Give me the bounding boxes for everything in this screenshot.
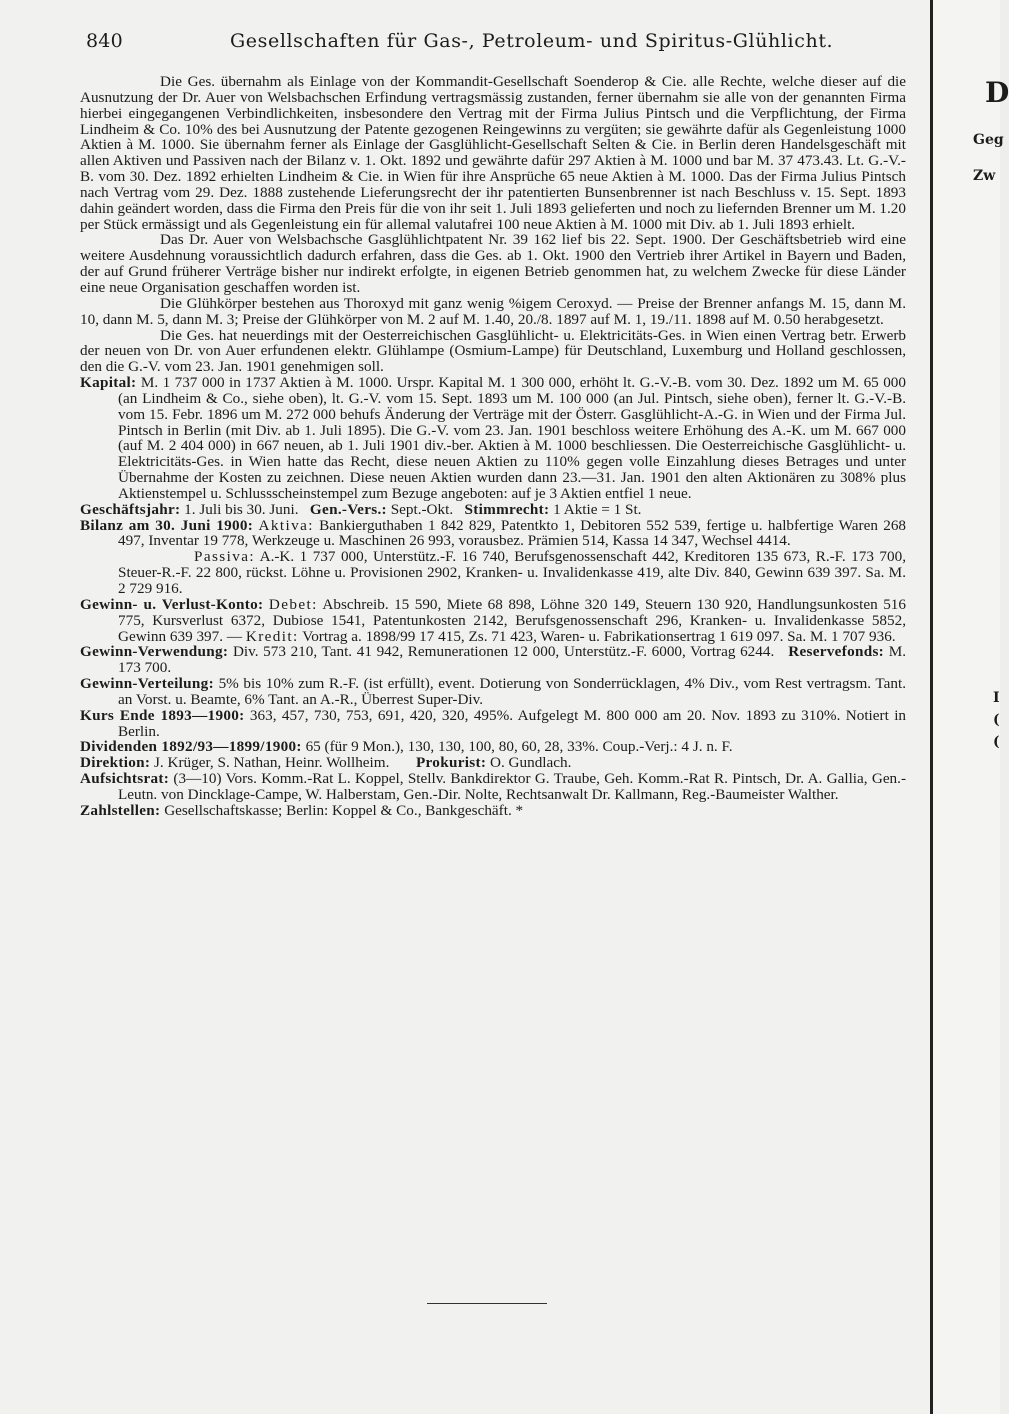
verteilung-section: [80, 676, 906, 708]
genvers-text: Sept.-Okt.: [390, 500, 454, 518]
verwendung-text: Div. 573 210, Tant. 41 942, Remunerationen 12 000, Unterstütz.-F. 6000, Vortrag 6244.: [232, 643, 775, 661]
stimmrecht-label: Stimmrecht:: [464, 500, 550, 518]
reservefonds-label: Reservefonds:: [788, 643, 885, 661]
aufsichtsrat-text: (3—10) Vors. Komm.-Rat L. Koppel, Stellv. Bankdirektor G. Traube, Geh. Komm.-Rat R. Pintsch, Dr. A. Gallia, Gen.-Leutn. von Dincklage-Campe, W. Halberstam, Gen.-Dir. Nolte, Rechtsanwalt Dr. Kallmann, Reg.-Baumeister Walther.: [118, 770, 907, 803]
bilanz-section: [80, 518, 906, 550]
passiva-section: [80, 549, 906, 597]
zahlstellen-section: [80, 803, 906, 819]
adjacent-page-text: D: [985, 76, 1009, 109]
zahlstellen-label: Zahlstellen:: [80, 801, 161, 819]
page-number: 840: [86, 30, 123, 52]
debet-label: Debet:: [268, 595, 318, 613]
adjacent-page-text: Zw: [973, 168, 996, 184]
dividenden-section: [80, 739, 906, 755]
prokurist-text: O. Gundlach.: [489, 754, 572, 772]
page-header: [86, 30, 916, 56]
direktion-label: Direktion:: [80, 754, 151, 772]
stimmrecht-text: 1 Aktie = 1 St.: [553, 500, 642, 518]
intro-paragraph-3: Die Glühkörper bestehen aus Thoroxyd mit ganz wenig %igem Ceroxyd. — Preise der Brenner anfangs M. 15, dann M. 10, dann M. 5, dann M. 3; Preise der Glühkörper von M. 2 auf M. 1.40, 20./8. 1897 auf M. 1, 19./11. 1898 auf M. 0.50 herabgesetzt.: [80, 294, 906, 328]
prokurist-label: Prokurist:: [415, 754, 487, 772]
direktion-text: J. Krüger, S. Nathan, Heinr. Wollheim.: [154, 754, 390, 772]
passiva-label: Passiva:: [194, 548, 255, 566]
kapital-text: M. 1 737 000 in 1737 Aktien à M. 1000. Urspr. Kapital M. 1 300 000, erhöht lt. G.-V.-B. vom 30. Dez. 1892 um M. 65 000 (an Lindheim & Co., siehe oben), lt. G.-V. vom 15. Sept. 1893 um M. 100 000 (an Jul. Pintsch, siehe oben), ferner lt. G.-V.-B. vom 15. Febr. 1896 um M. 272 000 behufs Änderung der Verträge mit der Österr. Gasglühlicht-A.-G. in Wien und der Firma Jul. Pintsch in Berlin (mit Div. ab 1. Juli 1895). Die G.-V. vom 23. Jan. 1901 beschloss weitere Erhöhung des A.-K. um M. 667 000 (auf M. 2 404 000) in 667 neuen, ab 1. Juli 1901 div.-ber. Aktien à M. 1000 beschliessen. Die Oesterreichische Gasglühlicht- u. Elektricitäts-Ges. in Wien hatte das Recht, diese neuen Aktien zu 110% gegen volle Einzahlung dieses Betrages und unter Übernahme der Kosten zu zeichnen. Diese neuen Aktien wurden dann 23.—31. Jan. 1901 den alten Aktionären zu 308% plus Aktienstempel u. Schlussscheinstempel zum Bezuge angeboten: auf je 3 Aktien entfiel 1 neue.: [118, 374, 906, 502]
aufsichtsrat-section: [80, 771, 906, 803]
bilanz-label: Bilanz am 30. Juni 1900:: [80, 516, 254, 534]
intro-paragraph-1: Die Ges. übernahm als Einlage von der Kommandit-Gesellschaft Soenderop & Cie. alle Rechte, welche dieser auf die Ausnutzung der Dr. Auer von Welsbachschen Erfindung vertragsmässig zustanden, ferner übernahm sie alle von der genannten Firma hierbei eingegangenen Verbindlichkeiten, insbesondere den Vertrag mit der Firma Julius Pintsch und die Verpflichtung, der Firma Lindheim & Co. 10% des bei Ausnutzung der Patente gezogenen Reingewinns zu vergüten; sie gewährte dafür als Gegenleistung 1000 Aktien à M. 1000. Sie übernahm ferner als Einlage der Gasglühlicht-Gesellschaft Selten & Cie. in Berlin deren Handelsgeschäft mit allen Aktiven und Passiven nach der Bilanz v. 1. Okt. 1892 und gewährte dafür 297 Aktien à M. 1000 und bar M. 37 473.43. Lt. G.-V.-B. vom 30. Dez. 1892 erhielten Lindheim & Cie. in Wien für ihre Ansprüche 65 neue Aktien à M. 1000. Das der Firma Julius Pintsch nach Vertrag vom 29. Dez. 1888 zustehende Lieferungsrecht der ihr patentierten Bunsenbrenner ist nach Beschluss v. 15. Sept. 1893 dahin geändert worden, dass die Firma den Preis für die von ihr seit 1. Juli 1893 gelieferten und noch zu liefernden Brenner um M. 1.20 per Stück ermässigt und als Gegenleistung ein für allemal valutafrei 100 neue Aktien à M. 1000 mit Div. ab 1. Juli 1893 erhielt.: [80, 73, 906, 233]
zahlstellen-text: Gesellschaftskasse; Berlin: Koppel & Co., Bankgeschäft. *: [164, 801, 524, 819]
aufsichtsrat-label: Aufsichtsrat:: [80, 770, 170, 788]
direktion-section: [80, 755, 906, 771]
verwendung-label: Gewinn-Verwendung:: [80, 643, 229, 661]
adjacent-page-fragment: [933, 0, 1009, 1414]
verteilung-label: Gewinn-Verteilung:: [80, 675, 214, 693]
kapital-label: Kapital:: [80, 374, 137, 392]
geschaeftsjahr-text: 1. Juli bis 30. Juni.: [184, 500, 299, 518]
kurs-text: 363, 457, 730, 753, 691, 420, 320, 495%. Aufgelegt M. 800 000 am 20. Nov. 1893 zu 310%. Notiert in Berlin.: [118, 706, 907, 740]
adjacent-page-text: I: [993, 690, 1000, 706]
intro-paragraph-4: Die Ges. hat neuerdings mit der Oesterreichischen Gasglühlicht- u. Elektricitäts-Ges. in Wien einen Vertrag betr. Erwerb der neuen von Dr. von Auer erfundenen elektr. Glühlampe (Osmium-Lampe) für Deutschland, Luxemburg und Holland geschlossen, den die G.-V. vom 23. Jan. 1901 genehmigen soll.: [80, 326, 906, 376]
geschaeftsjahr-section: [80, 502, 906, 518]
adjacent-page-text: Geg: [973, 132, 1004, 148]
kredit-label: Kredit:: [245, 627, 299, 645]
aktiva-text: Bankierguthaben 1 842 829, Patentkto 1, Debitoren 552 539, fertige u. halbfertige Waren 268 497, Inventar 19 778, Werkzeuge u. Maschinen 26 993, vorausbez. Prämien 514, Kassa 14 347, Wechsel 4414.: [118, 516, 907, 550]
intro-paragraph-2: Das Dr. Auer von Welsbachsche Gasglühlichtpatent Nr. 39 162 lief bis 22. Sept. 1900. Der Geschäftsbetrieb wird eine weitere Ausdehnung voraussichtlich dadurch erfahren, dass die Ges. ab 1. Okt. 1900 den Vertrieb ihrer Artikel in Bayern und Baden, der auf Grund früherer Verträge bisher nur indirekt erfolgte, in eigenen Betrieb genommen hat, zu welchem Zwecke für diese Länder eine neue Organisation geschaffen worden ist.: [80, 231, 906, 296]
kurs-section: [80, 708, 906, 740]
aktiva-label: Aktiva:: [258, 516, 314, 534]
geschaeftsjahr-label: Geschäftsjahr:: [80, 500, 181, 518]
passiva-text: A.-K. 1 737 000, Unterstütz.-F. 16 740, Berufsgenossenschaft 442, Kreditoren 135 673, R.-F. 173 700, Steuer-R.-F. 22 800, rückst. Löhne u. Provisionen 2902, Kranken- u. Invalidenkasse 419, alte Div. 840, Gewinn 639 397. Sa. M. 2 729 916.: [118, 548, 906, 597]
kapital-section: [80, 375, 906, 502]
running-title: Gesellschaften für Gas-, Petroleum- und Spiritus-Glühlicht.: [230, 30, 834, 52]
article-body: [80, 74, 906, 819]
genvers-label: Gen.-Vers.:: [309, 500, 387, 518]
kredit-text: Vortrag a. 1898/99 17 415, Zs. 71 423, Waren- u. Fabrikationsertrag 1 619 097. Sa. M. 1 707 936.: [302, 627, 896, 645]
dividenden-text: 65 (für 9 Mon.), 130, 130, 100, 80, 60, 28, 33%. Coup.-Verj.: 4 J. n. F.: [305, 738, 733, 756]
adjacent-page-text: (: [993, 712, 1000, 728]
verteilung-text: 5% bis 10% zum R.-F. (ist erfüllt), event. Dotierung von Sonderrücklagen, 4% Div., vom Rest vertragsm. Tant. an Vorst. u. Beamte, 6% Tant. an A.-R., Überrest Super-Div.: [118, 675, 906, 708]
guv-section: [80, 597, 906, 645]
guv-label: Gewinn- u. Verlust-Konto:: [80, 595, 264, 613]
closing-rule: [427, 1303, 547, 1304]
verwendung-section: [80, 644, 906, 676]
kurs-label: Kurs Ende 1893—1900:: [80, 706, 245, 724]
debet-text: Abschreib. 15 590, Miete 68 898, Löhne 320 149, Steuern 130 920, Handlungsunkosten 516 775, Kursverlust 6372, Dubiose 1541, Patentunkosten 2142, Berufsgenossenschaft 296, Kranken- u. Invalidenkasse 5852, Gewinn 639 397. —: [118, 595, 906, 645]
adjacent-page-text: (: [993, 734, 1000, 750]
dividenden-label: Dividenden 1892/93—1899/1900:: [80, 738, 302, 756]
reservefonds-text: M. 173 700.: [118, 643, 906, 677]
